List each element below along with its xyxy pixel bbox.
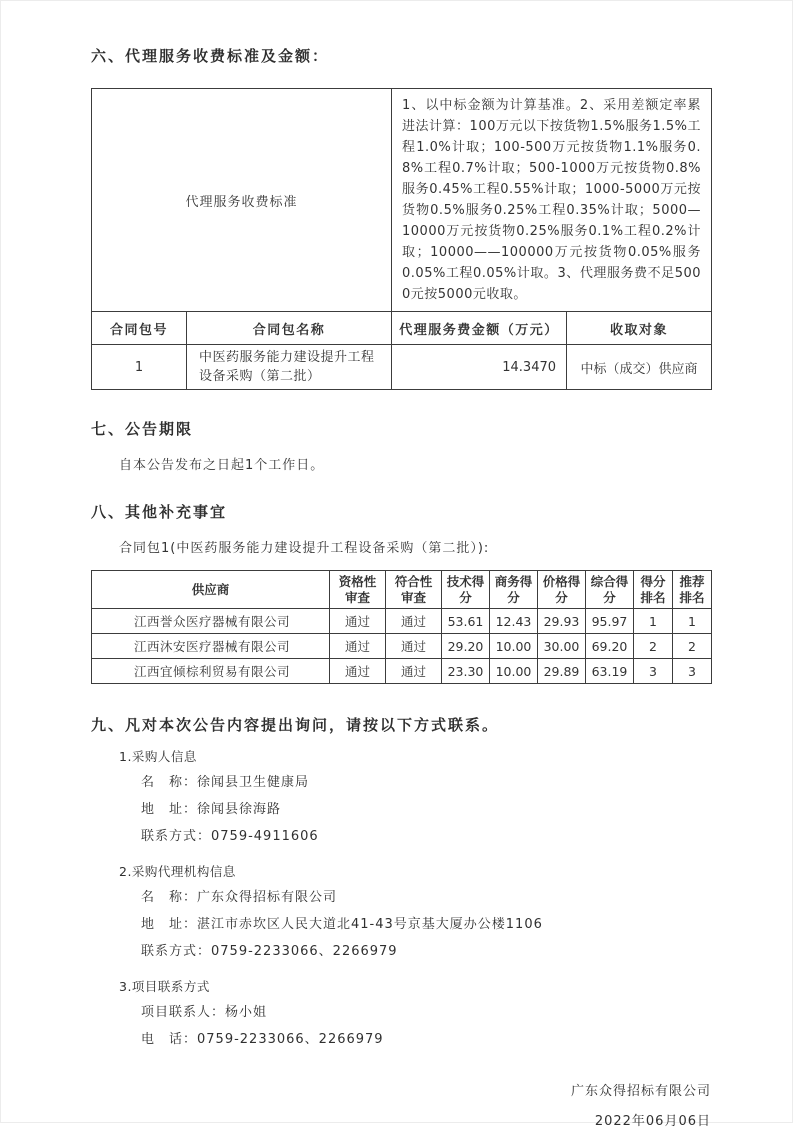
conformity-result: 通过 [386, 659, 442, 684]
fee-header-fee-amount: 代理服务费金额（万元） [392, 312, 567, 345]
price-score: 29.93 [538, 609, 586, 634]
fee-header-charge-target: 收取对象 [567, 312, 712, 345]
fee-standard-label-cell: 代理服务收费标准 [92, 89, 392, 312]
project-contact-person-line: 项目联系人：杨小姐 [141, 1005, 268, 1020]
supplier-name: 江西宜倾棕利贸易有限公司 [92, 659, 330, 684]
qualification-result: 通过 [330, 634, 386, 659]
score-header-recommend-rank: 推荐排名 [673, 571, 712, 609]
section-7-heading: 七、公告期限 [91, 420, 194, 438]
score-header-score-rank: 得分排名 [634, 571, 673, 609]
agency-name-line: 名 称：广东众得招标有限公司 [141, 890, 338, 905]
purchaser-address-line: 地 址：徐闻县徐海路 [141, 802, 282, 817]
project-phone-line: 电 话：0759-2233066、2266979 [141, 1032, 384, 1047]
package-note-text: 合同包1(中医药服务能力建设提升工程设备采购（第二批）): [119, 541, 490, 556]
fee-header-package-name: 合同包名称 [187, 312, 392, 345]
fee-cell-fee-amount: 14.3470 [392, 345, 567, 390]
recommend-rank: 2 [673, 634, 712, 659]
page-content [91, 1, 711, 1137]
purchaser-info-heading: 1.采购人信息 [119, 749, 197, 764]
score-table-header-row [92, 571, 712, 609]
project-contact-block [91, 975, 711, 1053]
agency-info-block [91, 860, 711, 965]
score-header-technical: 技术得分 [442, 571, 490, 609]
score-rank: 3 [634, 659, 673, 684]
business-score: 12.43 [490, 609, 538, 634]
score-rank: 1 [634, 609, 673, 634]
fee-header-package-no: 合同包号 [92, 312, 187, 345]
fee-table-header-row [92, 312, 712, 345]
fee-cell-package-name: 中医药服务能力建设提升工程设备采购（第二批） [187, 345, 392, 390]
signature-date: 2022年06月06日 [594, 1114, 711, 1129]
agency-info-heading: 2.采购代理机构信息 [119, 864, 236, 879]
technical-score: 29.20 [442, 634, 490, 659]
business-score: 10.00 [490, 634, 538, 659]
technical-score: 53.61 [442, 609, 490, 634]
supplier-score-table [91, 570, 712, 684]
supplier-row [92, 659, 712, 684]
supplier-name: 江西誉众医疗器械有限公司 [92, 609, 330, 634]
announcement-period-text: 自本公告发布之日起1个工作日。 [119, 458, 325, 473]
signature-block [91, 1077, 711, 1137]
technical-score: 23.30 [442, 659, 490, 684]
recommend-rank: 1 [673, 609, 712, 634]
supplier-row [92, 609, 712, 634]
agency-phone-line: 联系方式：0759-2233066、2266979 [141, 944, 398, 959]
fee-standard-row [92, 89, 712, 312]
supplier-name: 江西沐安医疗器械有限公司 [92, 634, 330, 659]
fee-table-data-row [92, 345, 712, 390]
section-9-heading: 九、凡对本次公告内容提出询问，请按以下方式联系。 [91, 716, 500, 734]
score-header-business: 商务得分 [490, 571, 538, 609]
score-header-qualification: 资格性审查 [330, 571, 386, 609]
price-score: 29.89 [538, 659, 586, 684]
score-header-total: 综合得分 [586, 571, 634, 609]
qualification-result: 通过 [330, 659, 386, 684]
score-rank: 2 [634, 634, 673, 659]
total-score: 69.20 [586, 634, 634, 659]
fee-cell-package-no: 1 [92, 345, 187, 390]
project-contact-heading: 3.项目联系方式 [119, 979, 210, 994]
conformity-result: 通过 [386, 634, 442, 659]
fee-cell-charge-target: 中标（成交）供应商 [567, 345, 712, 390]
score-header-supplier: 供应商 [92, 571, 330, 609]
agency-address-line: 地 址：湛江市赤坎区人民大道北41-43号京基大厦办公楼1106 [141, 917, 543, 932]
score-header-conformity: 符合性审查 [386, 571, 442, 609]
qualification-result: 通过 [330, 609, 386, 634]
section-6-heading: 六、代理服务收费标准及金额： [91, 47, 330, 65]
purchaser-name-line: 名 称：徐闻县卫生健康局 [141, 775, 310, 790]
purchaser-info-block [91, 745, 711, 850]
conformity-result: 通过 [386, 609, 442, 634]
business-score: 10.00 [490, 659, 538, 684]
purchaser-phone-line: 联系方式：0759-4911606 [141, 829, 319, 844]
section-8-heading: 八、其他补充事宜 [91, 503, 228, 521]
total-score: 63.19 [586, 659, 634, 684]
signature-company: 广东众得招标有限公司 [570, 1084, 711, 1099]
supplier-row [92, 634, 712, 659]
fee-standard-text-cell: 1、以中标金额为计算基准。2、采用差额定率累进法计算：100万元以下按货物1.5%服务1.5%工程1.0%计取；100-500万元按货物1.1%服务0.8%工程0.7%计取；500-1000万元按货物0.8%服务0.45%工程0.55%计取；1000-5000万元按货物0.5%服务0.25%工程0.35%计取；5000—10000万元按货物0.25%服务0.1%工程0.2%计取；10000——100000万元按货物0.05%服务0.05%工程0.05%计取。3、代理服务费不足5000元按5000元收取。 [392, 89, 712, 312]
score-header-price: 价格得分 [538, 571, 586, 609]
price-score: 30.00 [538, 634, 586, 659]
recommend-rank: 3 [673, 659, 712, 684]
fee-standard-table [91, 88, 712, 390]
total-score: 95.97 [586, 609, 634, 634]
